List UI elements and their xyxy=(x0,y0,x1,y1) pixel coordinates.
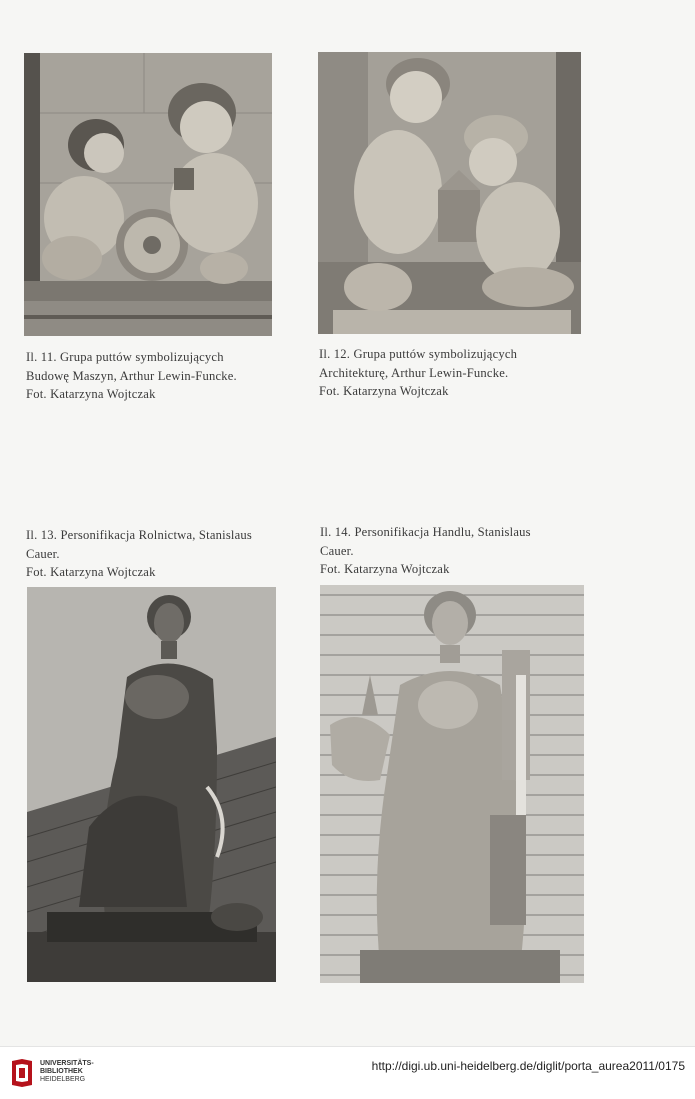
caption-line: Fot. Katarzyna Wojtczak xyxy=(319,384,449,398)
digital-library-url[interactable]: http://digi.ub.uni-heidelberg.de/diglit/porta_aurea2011/0175 xyxy=(371,1059,685,1073)
figure-14-caption xyxy=(320,523,531,579)
caption-line: Il. 12. Grupa puttów symbolizujących xyxy=(319,347,518,361)
footer-bar xyxy=(0,1046,695,1099)
caption-line: Budowę Maszyn, Arthur Lewin-Funcke. xyxy=(26,368,237,383)
caption-line: Fot. Katarzyna Wojtczak xyxy=(26,565,156,579)
agriculture-statue-image xyxy=(27,587,276,982)
library-name xyxy=(40,1060,94,1084)
figure-12-photo xyxy=(318,52,581,334)
caption-line: Il. 14. Personifikacja Handlu, Stanislaus xyxy=(320,525,531,539)
caption-line: Fot. Katarzyna Wojtczak xyxy=(26,387,156,401)
caption-line: Architekturę, Arthur Lewin-Funcke. xyxy=(319,365,509,380)
putti-machines-image xyxy=(24,53,272,336)
figure-12-caption xyxy=(319,345,517,401)
figure-14-photo xyxy=(320,585,584,983)
figure-13-caption xyxy=(26,526,252,582)
library-name-line: BIBLIOTHEK xyxy=(40,1068,83,1075)
university-library-logo-icon xyxy=(8,1057,36,1089)
trade-statue-image xyxy=(320,585,584,983)
figure-11-photo xyxy=(24,53,272,336)
caption-line: Cauer. xyxy=(26,546,60,561)
caption-line: Fot. Katarzyna Wojtczak xyxy=(320,562,450,576)
caption-line: Cauer. xyxy=(320,543,354,558)
putti-architecture-image xyxy=(318,52,581,334)
figure-13-photo xyxy=(27,587,276,982)
library-name-line: UNIVERSITÄTS- xyxy=(40,1060,94,1067)
figure-11-caption xyxy=(26,348,237,404)
caption-line: Il. 11. Grupa puttów symbolizujących xyxy=(26,350,224,364)
library-name-line: HEIDELBERG xyxy=(40,1076,86,1083)
caption-line: Il. 13. Personifikacja Rolnictwa, Stanislaus xyxy=(26,528,253,542)
